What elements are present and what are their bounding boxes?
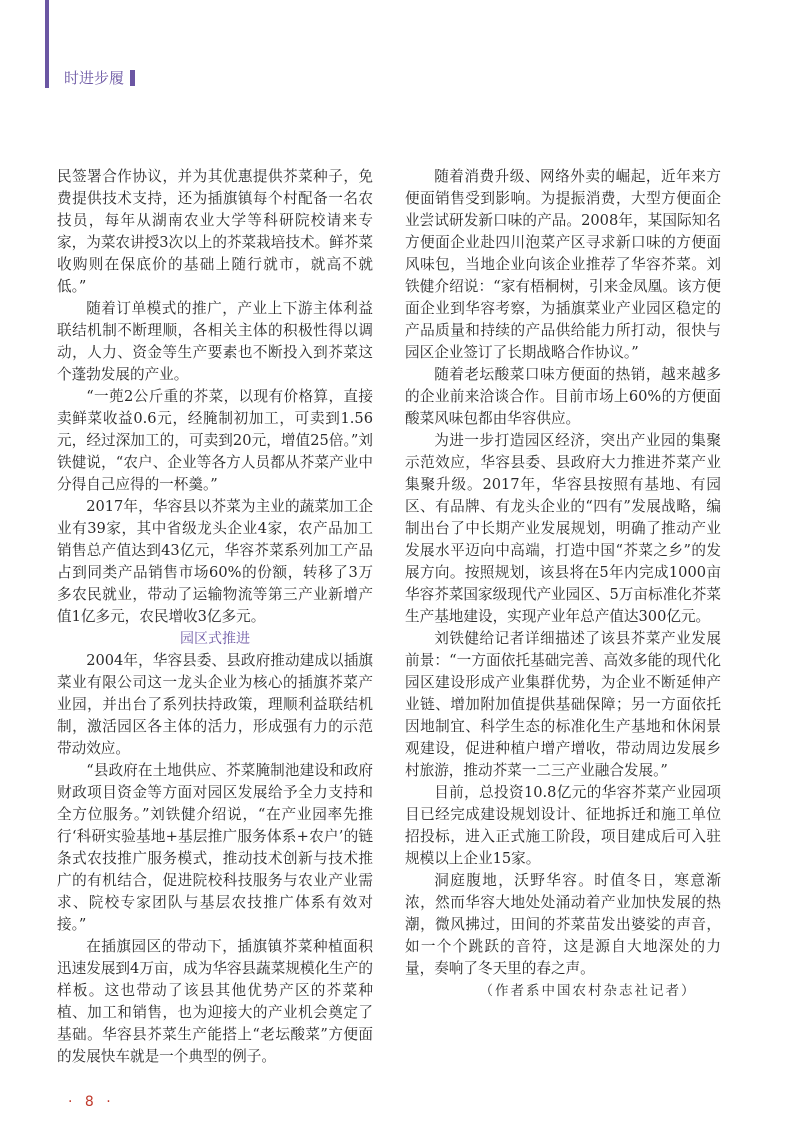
section-tag-marker — [130, 70, 135, 86]
paragraph: 2017年，华容县以芥菜为主业的蔬菜加工企业有39家，其中省级龙头企业4家，农产品加工销售总产值达到43亿元，华容芥菜系列加工产品占到同类产品销售市场60%的份额，转移了3万多农民就业，带动了运输物流等第三产业新增产值1亿多元，农民增收3亿多元。 — [57, 498, 373, 625]
paragraph: 随着老坛酸菜口味方便面的热销，越来越多的企业前来洽谈合作。目前市场上60%的方便面酸菜风味包都由华容供应。 — [405, 366, 721, 427]
right-column — [405, 166, 721, 1002]
section-accent-bar — [45, 0, 49, 88]
paragraph: 随着订单模式的推广，产业上下游主体利益联结机制不断理顺，各相关主体的积极性得以调动，人力、资金等生产要素也不断投入到芥菜这个蓬勃发展的产业。 — [57, 300, 373, 383]
section-header — [64, 68, 135, 88]
paragraph: 民签署合作协议，并为其优惠提供芥菜种子，免费提供技术支持，还为插旗镇每个村配备一名农技员，每年从湖南农业大学等科研院校请来专家，为菜农讲授3次以上的芥菜栽培技术。鲜芥菜收购则在保底价的基础上随行就市，就高不就低。” — [57, 168, 373, 295]
left-column — [57, 166, 373, 1112]
paragraph: 刘铁健给记者详细描述了该县芥菜产业发展前景：“一方面依托基础完善、高效多能的现代化园区建设形成产业集群优势，为企业不断延伸产业链、增加附加值提供基础保障；另一方面依托因地制宜、科学生态的标准化生产基地和休闲景观建设，促进种植户增产增收，带动周边发展乡村旅游，推动芥菜一二三产业融合发展。” — [405, 630, 721, 779]
section-tag: 时进步履 — [64, 69, 125, 87]
paragraph: 为进一步打造园区经济，突出产业园的集聚示范效应，华容县委、县政府大力推进芥菜产业集聚升级。2017年，华容县按照有基地、有园区、有品牌、有龙头企业的“四有”发展战略，编制出台了中长期产业发展规划，明确了推动产业发展水平迈向中高端，打造中国“芥菜之乡”的发展方向。按照规划，该县将在5年内完成1000亩华容芥菜国家级现代产业园区、5万亩标准化芥菜生产基地建设，实现产业年总产值达300亿元。 — [405, 432, 721, 625]
paragraph: “一蔸2公斤重的芥菜，以现有价格算，直接卖鲜菜收益0.6元，经腌制初加工，可卖到1.56元，经过深加工的，可卖到20元，增值25倍。”刘铁健说，“农户、企业等各方人员都从芥菜产业中分得自己应得的一杯羹。” — [57, 388, 373, 493]
author-byline: （作者系中国农村杂志社记者） — [479, 983, 697, 999]
page-number: · 8 · — [68, 1094, 115, 1110]
paragraph: 在插旗园区的带动下，插旗镇芥菜种植面积迅速发展到4万亩，成为华容县蔬菜规模化生产的样板。这也带动了该县其他优势产区的芥菜种植、加工和销售，也为迎接大的产业机会奠定了基础。华容县芥菜生产能搭上“老坛酸菜”方便面的发展快车就是一个典型的例子。 — [57, 938, 373, 1065]
paragraph: “县政府在土地供应、芥菜腌制池建设和政府财政项目资金等方面对园区发展给予全力支持和全方位服务。”刘铁健介绍说，“在产业园率先推行‘科研实验基地+基层推广服务体系+农户’的链条式农技推广服务模式，推动技术创新与技术推广的有机结合，促进院校科技服务与农业产业需求、院校专家团队与基层农技推广体系有效对接。” — [57, 762, 373, 933]
paragraph: 洞庭腹地，沃野华容。时值冬日，寒意渐浓，然而华容大地处处涌动着产业加快发展的热潮，微风拂过，田间的芥菜苗发出婆娑的声音，如一个个跳跃的音符，这是源自大地深处的力量，奏响了冬天里的春之声。 — [405, 872, 721, 977]
paragraph: 2004年，华容县委、县政府推动建成以插旗菜业有限公司这一龙头企业为核心的插旗芥菜产业园，并出台了系列扶持政策，理顺利益联结机制，激活园区各主体的活力，形成强有力的示范带动效应。 — [57, 652, 373, 757]
paragraph: 随着消费升级、网络外卖的崛起，近年来方便面销售受到影响。为提振消费，大型方便面企业尝试研发新口味的产品。2008年，某国际知名方便面企业赴四川泡菜产区寻求新口味的方便面风味包，当地企业向该企业推荐了华容芥菜。刘铁健介绍说：“家有梧桐树，引来金凤凰。该方便面企业到华容考察，为插旗菜业产业园区稳定的产品质量和持续的产品供给能力所打动，很快与园区企业签订了长期战略合作协议。” — [405, 168, 721, 361]
subheading: 园区式推进 — [180, 631, 250, 647]
paragraph: 目前，总投资10.8亿元的华容芥菜产业园项目已经完成建设规划设计、征地拆迁和施工单位招投标，进入正式施工阶段，项目建成后可入驻规模以上企业15家。 — [405, 784, 721, 867]
